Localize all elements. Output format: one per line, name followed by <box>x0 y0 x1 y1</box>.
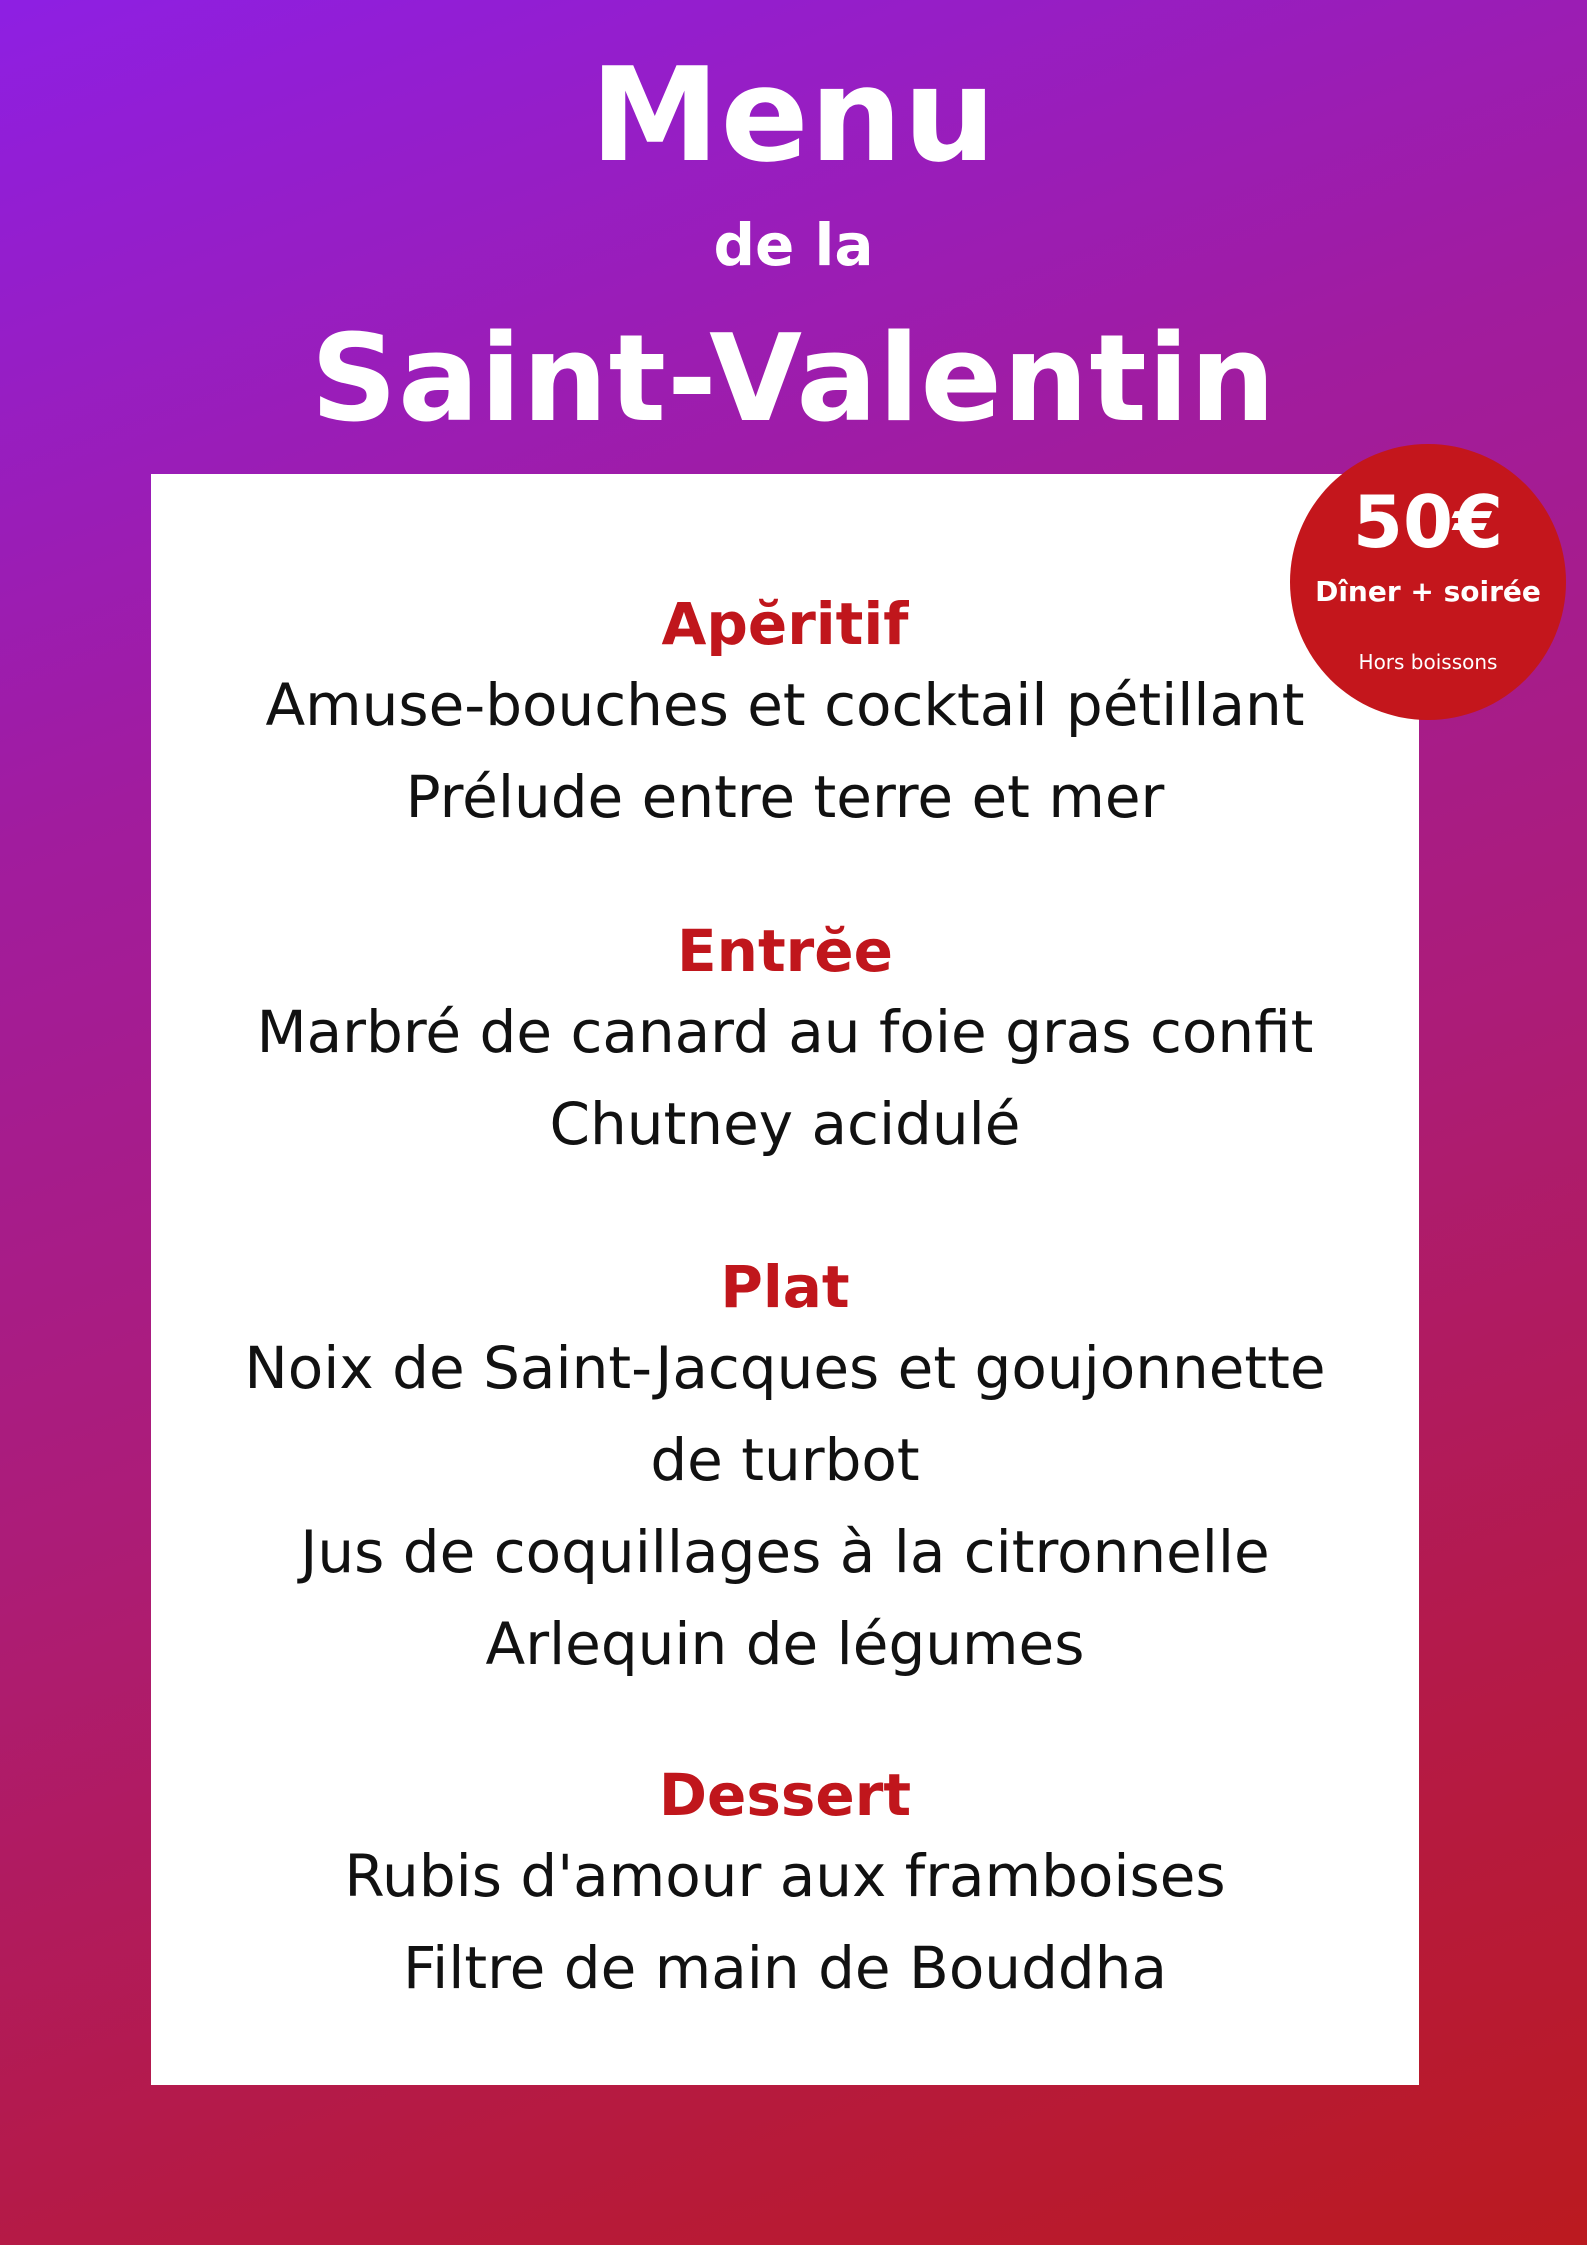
section-plat <box>151 1252 1419 1690</box>
menu-item: de turbot <box>650 1426 920 1494</box>
price-badge <box>1290 444 1566 720</box>
menu-item: Jus de coquillages à la citronnelle <box>300 1518 1270 1586</box>
badge-price: 50€ <box>1352 480 1504 564</box>
menu-card <box>151 474 1419 2085</box>
menu-item: Noix de Saint-Jacques et goujonnette <box>244 1334 1326 1402</box>
menu-item: Marbré de canard au foie gras confit <box>256 998 1314 1066</box>
title-saint-valentin: Saint-Valentin <box>310 310 1277 449</box>
title-menu: Menu <box>590 39 997 191</box>
menu-item: Amuse-bouches et cocktail pétillant <box>265 671 1305 739</box>
badge-note: Hors boissons <box>1358 650 1498 674</box>
section-entree <box>151 916 1419 1170</box>
menu-item: Arlequin de légumes <box>485 1610 1085 1678</box>
section-dessert <box>151 1760 1419 2014</box>
section-title: Apĕritif <box>661 590 909 658</box>
title-de-la: de la <box>713 211 874 279</box>
section-title: Dessert <box>658 1761 912 1829</box>
menu-item: Rubis d'amour aux framboises <box>344 1842 1226 1910</box>
section-title: Entrĕe <box>677 917 893 985</box>
badge-subtitle: Dîner + soirée <box>1315 575 1541 608</box>
section-aperitif <box>151 589 1419 843</box>
section-title: Plat <box>720 1253 850 1321</box>
menu-item: Chutney acidulé <box>549 1090 1021 1158</box>
menu-item: Prélude entre terre et mer <box>405 763 1165 831</box>
menu-item: Filtre de main de Bouddha <box>403 1934 1167 2002</box>
